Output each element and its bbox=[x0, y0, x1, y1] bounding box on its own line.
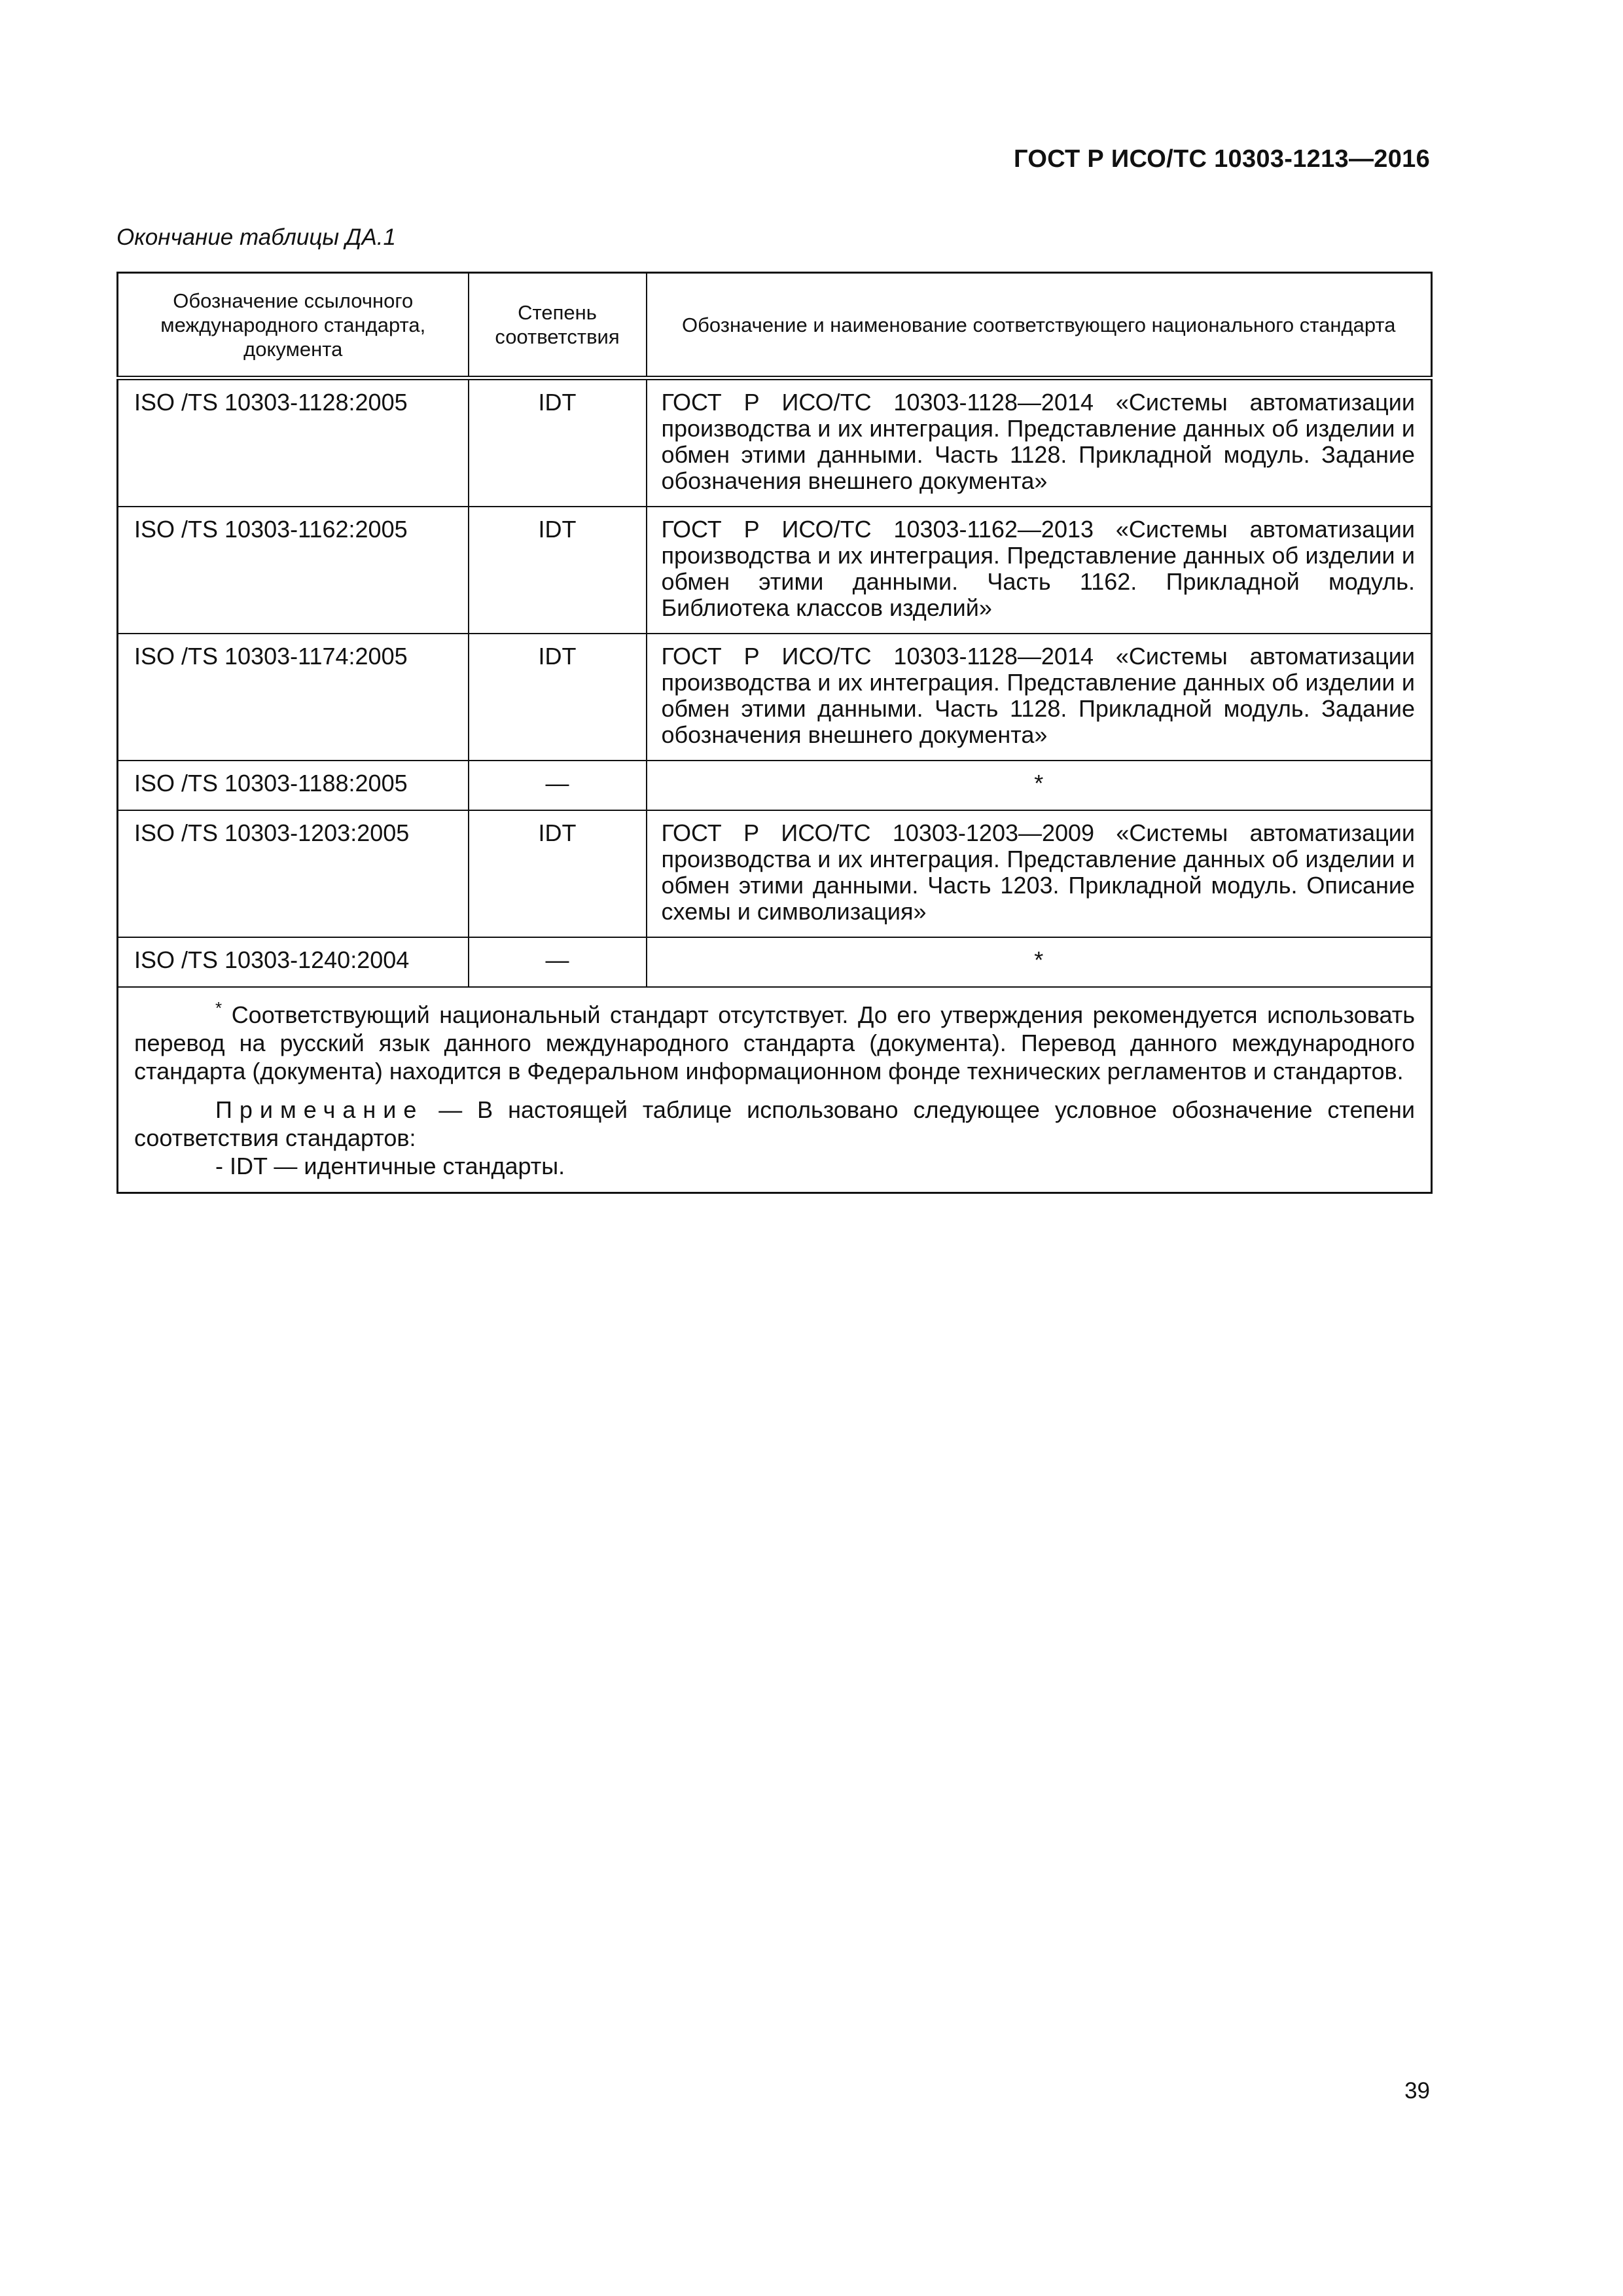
reference-standard-cell: ISO /TS 10303-1174:2005 bbox=[118, 634, 469, 761]
national-standard-cell: * bbox=[647, 761, 1432, 810]
note-paragraph bbox=[134, 1096, 1415, 1152]
table-row bbox=[118, 761, 1432, 810]
degree-cell: — bbox=[469, 761, 647, 810]
table-header-row bbox=[118, 273, 1432, 378]
national-standard-cell: * bbox=[647, 937, 1432, 987]
footnote-marker: * bbox=[215, 998, 223, 1018]
table-row bbox=[118, 378, 1432, 507]
national-standard-cell: ГОСТ Р ИСО/ТС 10303-1128—2014 «Системы автоматизации производства и их интеграция. Представление данных об изделии и обмен этими данными. Часть 1128. Прикладной модуль. Задание обозначения внешнего документа» bbox=[647, 634, 1432, 761]
degree-cell: IDT bbox=[469, 810, 647, 937]
degree-cell: IDT bbox=[469, 378, 647, 507]
footnote-text: Соответствующий национальный стандарт отсутствует. До его утверждения рекомендуется использовать перевод на русский язык данного международного стандарта (документа). Перевод данного международного стандарта (документа) находится в Федеральном информационном фонде технических регламентов и стандартов. bbox=[134, 1001, 1415, 1085]
standards-correspondence-table bbox=[116, 272, 1433, 1194]
table-row bbox=[118, 937, 1432, 987]
national-standard-cell: ГОСТ Р ИСО/ТС 10303-1162—2013 «Системы автоматизации производства и их интеграция. Представление данных об изделии и обмен этими данными. Часть 1162. Прикладной модуль. Библиотека классов изделий» bbox=[647, 507, 1432, 634]
table-row bbox=[118, 634, 1432, 761]
document-code-header: ГОСТ Р ИСО/ТС 10303-1213—2016 bbox=[1014, 145, 1430, 173]
reference-standard-cell: ISO /TS 10303-1128:2005 bbox=[118, 378, 469, 507]
footnote-paragraph bbox=[134, 994, 1415, 1085]
table-row bbox=[118, 810, 1432, 937]
note-text: — В настоящей таблице использовано следующее условное обозначение степени соответствия стандартов: bbox=[134, 1096, 1415, 1151]
degree-cell: IDT bbox=[469, 634, 647, 761]
reference-standard-cell: ISO /TS 10303-1188:2005 bbox=[118, 761, 469, 810]
national-standard-cell: ГОСТ Р ИСО/ТС 10303-1128—2014 «Системы автоматизации производства и их интеграция. Представление данных об изделии и обмен этими данными. Часть 1128. Прикладной модуль. Задание обозначения внешнего документа» bbox=[647, 378, 1432, 507]
national-standard-cell: ГОСТ Р ИСО/ТС 10303-1203—2009 «Системы автоматизации производства и их интеграция. Представление данных об изделии и обмен этими данными. Часть 1203. Прикладной модуль. Описание схемы и символизация» bbox=[647, 810, 1432, 937]
column-header-reference-standard: Обозначение ссылочного международного стандарта, документа bbox=[118, 273, 469, 378]
column-header-national-standard: Обозначение и наименование соответствующего национального стандарта bbox=[647, 273, 1432, 378]
table-footnote-cell bbox=[118, 987, 1432, 1193]
reference-standard-cell: ISO /TS 10303-1203:2005 bbox=[118, 810, 469, 937]
degree-cell: IDT bbox=[469, 507, 647, 634]
note-label: Примечание bbox=[215, 1096, 424, 1123]
table-footnote-row bbox=[118, 987, 1432, 1193]
table-caption: Окончание таблицы ДА.1 bbox=[116, 224, 396, 250]
degree-cell: — bbox=[469, 937, 647, 987]
reference-standard-cell: ISO /TS 10303-1240:2004 bbox=[118, 937, 469, 987]
column-header-degree: Степень соответствия bbox=[469, 273, 647, 378]
table-row bbox=[118, 507, 1432, 634]
page-number: 39 bbox=[1404, 2078, 1430, 2104]
note-item: - IDT — идентичные стандарты. bbox=[215, 1153, 565, 1179]
reference-standard-cell: ISO /TS 10303-1162:2005 bbox=[118, 507, 469, 634]
